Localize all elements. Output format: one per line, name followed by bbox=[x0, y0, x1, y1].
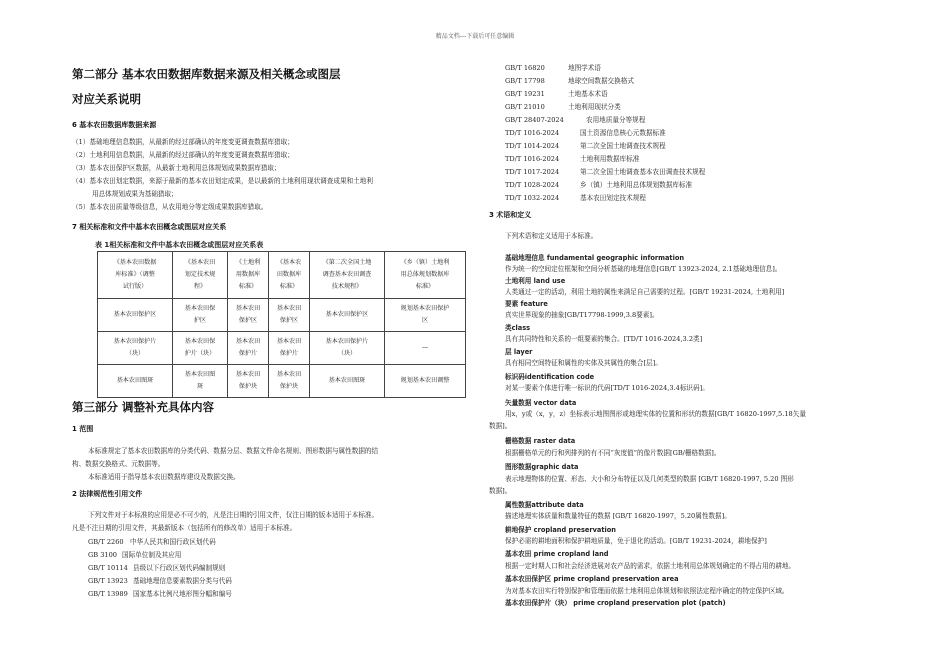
term-name: 类class bbox=[505, 324, 531, 332]
s6-item: （4）基本农田划定数据，来源于最新的基本农田划定成果，是以最新的土地利用现状调查成果和土地利 bbox=[72, 177, 373, 185]
term-definition: 表示地理物体的位置、形态、大小和分布特征以及几何类型的数据 [GB/T 16820-1997, 5.20 图形 bbox=[505, 475, 794, 483]
term-name: 图形数据graphic data bbox=[505, 463, 579, 471]
s6-item: （2）土地利用信息数据，从最新的经过部确认的年度变更调查数据库猎取； bbox=[72, 151, 294, 159]
ref-code: GB/T 16820 bbox=[505, 64, 545, 72]
table-cell: 基本农田 保护块 bbox=[269, 365, 310, 398]
ref-code: TD/T 1016-2024 bbox=[505, 155, 560, 163]
ref-title: 基础地理信息要素数据分类与代码 bbox=[133, 577, 232, 585]
section-6-heading: 6 基本农田数据库数据来源 bbox=[72, 121, 157, 129]
term-definition: 保护必需的耕地面积和保护耕地质量，免于退化的活动。[GB/T 19231-2024，耕地保护] bbox=[505, 537, 767, 545]
ref-title: 土地基本术语 bbox=[568, 90, 608, 98]
table-row bbox=[98, 332, 466, 365]
s6-item: （3）基本农田保护区数据，从最新土地利用总体规划成果数据库猎取； bbox=[72, 164, 281, 172]
table-cell: 规划基本农田调整 bbox=[385, 365, 466, 398]
term-name: 基本农田 prime cropland land bbox=[505, 550, 609, 558]
part2-title: 第二部分 基本农田数据库数据来源及相关概念或图层 bbox=[72, 67, 341, 81]
section-7-heading: 7 相关标准和文件中基本农田概念或图层对应关系 bbox=[72, 223, 227, 231]
ref-code: GB/T 28407-2024 bbox=[505, 116, 564, 124]
ref-title: 中华人民共和国行政区划代码 bbox=[130, 538, 216, 546]
table-cell: 基本农田图 斑 bbox=[173, 365, 228, 398]
ref-code: GB/T 21010 bbox=[505, 103, 545, 111]
ref-title: 土地利用数据库标准 bbox=[580, 155, 640, 163]
s1-line: 构、数据交换格式、元数据等。 bbox=[72, 460, 165, 468]
s6-item: （1）基础地理信息数据，从最新的经过部确认的年度变更调查数据库猎取； bbox=[72, 138, 294, 146]
term-name: 土地利用 land use bbox=[505, 277, 566, 285]
ref-code: GB/T 2260 bbox=[88, 538, 124, 546]
table-header-cell: 《基本农田 划定技术规 程》 bbox=[173, 252, 228, 299]
ref-code: TD/T 1017-2024 bbox=[505, 168, 560, 176]
ref-code: TD/T 1028-2024 bbox=[505, 181, 560, 189]
s1-line: 本标准适用于指导基本农田数据库建设及数据交换。 bbox=[88, 473, 240, 481]
ref-title: 国家基本比例尺地形图分幅和编号 bbox=[133, 590, 232, 598]
table-cell: 规划基本农田保护 区 bbox=[385, 299, 466, 332]
part3-title: 第三部分 调整补充具体内容 bbox=[72, 400, 215, 414]
term-definition: 描述地理实体质量和数量特征的数据 [GB/T 16820-1997，5.20属性数据]。 bbox=[505, 512, 731, 520]
s6-item: 用总体规划成果为基础猎取； bbox=[92, 190, 178, 198]
table-cell: 基本农田保 护片（块） bbox=[173, 332, 228, 365]
table-header-cell: 《土地利 用数据库 标准》 bbox=[228, 252, 269, 299]
section-1-heading: 1 范围 bbox=[72, 425, 94, 433]
term-definition: 为对基本农田实行特别保护和管理而依据土地利用总体规划和依照法定程序确定的特定保护区域。 bbox=[505, 587, 789, 595]
table-cell: — bbox=[385, 332, 466, 365]
term-definition: 具有共同特性和关系的一组要素的集合。[TD/T 1016-2024,3.2类] bbox=[505, 335, 703, 343]
term-definition: 对某一要素个体进行唯一标识的代码[TD/T 1016-2024,3.4标识码]。 bbox=[505, 384, 709, 392]
s2-line: 下列文件对于本标准的应用是必不可少的，凡是注日期的引用文件，仅注日期的版本适用于本标准。 bbox=[88, 511, 379, 519]
part2-title-cont: 对应关系说明 bbox=[72, 92, 141, 106]
ref-code: GB/T 13989 bbox=[88, 590, 128, 598]
s3-intro: 下列术语和定义适用于本标准。 bbox=[505, 232, 598, 240]
term-name: 耕地保护 cropland preservation bbox=[505, 526, 616, 534]
ref-title: 地球空间数据交换格式 bbox=[568, 77, 634, 85]
term-definition: 数据]。 bbox=[489, 487, 512, 495]
table-header-cell: 《基本农田数据 库标准》（调整 试行版） bbox=[98, 252, 173, 299]
table-row bbox=[98, 365, 466, 398]
table-cell: 基本农田 保护区 bbox=[228, 299, 269, 332]
table-cell: 基本农田 保护区 bbox=[269, 299, 310, 332]
term-name: 属性数据attribute data bbox=[505, 501, 584, 509]
term-name: 基本农田保护片（块） prime cropland preservation plot (patch) bbox=[505, 599, 726, 607]
ref-code: GB/T 17798 bbox=[505, 77, 545, 85]
ref-code: GB 3100 bbox=[88, 551, 117, 559]
term-definition: 具有相同空间特征和属性的实体及其属性的集合[层]。 bbox=[505, 359, 662, 367]
s2-line: 凡是不注日期的引用文件，其最新版本（包括所有的修改单）适用于本标准。 bbox=[72, 524, 297, 532]
table-header-row bbox=[98, 252, 466, 299]
table-cell: 基本农田 保护片 bbox=[228, 332, 269, 365]
ref-title: 国际单位制及其应用 bbox=[122, 551, 182, 559]
term-name: 要素 feature bbox=[505, 300, 548, 308]
term-name: 矢量数据 vector data bbox=[505, 399, 577, 407]
ref-title: 地图学术语 bbox=[568, 64, 601, 72]
ref-title: 土地利用现状分类 bbox=[568, 103, 621, 111]
table-header-cell: 《第二次全国土地 调查基本农田调查 技术规程》 bbox=[310, 252, 385, 299]
ref-title: 乡（镇）土地利用总体规划数据库标准 bbox=[580, 181, 693, 189]
term-definition: 根据一定时期人口和社会经济进展对农产品的需求，依据土地利用总体规划确定的不得占用的耕地。 bbox=[505, 562, 796, 570]
ref-code: TD/T 1016-2024 bbox=[505, 129, 560, 137]
term-definition: 真实世界现象的抽象[GB/T17798-1999,3.8要素]。 bbox=[505, 311, 659, 319]
table-cell: 基本农田保护片 （块） bbox=[310, 332, 385, 365]
ref-code: GB/T 13923 bbox=[88, 577, 128, 585]
ref-title: 第二次全国土地调查技术规程 bbox=[580, 142, 666, 150]
ref-code: GB/T 19231 bbox=[505, 90, 545, 98]
table-cell: 基本农田 保护片 bbox=[269, 332, 310, 365]
concept-mapping-table bbox=[97, 251, 466, 398]
table-row bbox=[98, 299, 466, 332]
table-cell: 基本农田 保护块 bbox=[228, 365, 269, 398]
ref-title: 基本农田划定技术规程 bbox=[580, 194, 646, 202]
ref-code: TD/T 1014-2024 bbox=[505, 142, 560, 150]
ref-title: 第二次全国土地调查基本农田调查技术规程 bbox=[580, 168, 706, 176]
term-definition: 作为统一的空间定位框架和空间分析基础的地理信息[GB/T 13923-2024, 2.1基础地理信息]。 bbox=[505, 265, 782, 273]
table-cell: 基本农田保护片 （块） bbox=[98, 332, 173, 365]
table-header-cell: 《基本农 田数据库 标准》 bbox=[269, 252, 310, 299]
term-name: 基础地理信息 fundamental geographic information bbox=[505, 254, 685, 262]
term-name: 栅格数据 raster data bbox=[505, 437, 576, 445]
s1-line: 本标准规定了基本农田数据库的分类代码、数据分层、数据文件命名规则、图形数据与属性数据的结 bbox=[88, 447, 379, 455]
section-3-heading: 3 术语和定义 bbox=[489, 211, 532, 219]
table-header-cell: 《乡（镇）土地利 用总体规划数据库 标准》 bbox=[385, 252, 466, 299]
s6-item: （5）基本农田质量等级信息，从农用地分等定级成果数据库猎取。 bbox=[72, 203, 268, 211]
table-cell: 基本农田保护区 bbox=[310, 299, 385, 332]
term-name: 基本农田保护区 prime cropland preservation area bbox=[505, 575, 679, 583]
term-name: 标识码identification code bbox=[505, 373, 595, 381]
term-definition: 人类通过一定的活动，利用土地的属性来满足自己需要的过程。[GB/T 19231-2024, 土地利用] bbox=[505, 288, 785, 296]
table-cell: 基本农田保护区 bbox=[98, 299, 173, 332]
table-cell: 基本农田图斑 bbox=[98, 365, 173, 398]
term-definition: 数据]。 bbox=[489, 422, 512, 430]
table-cell: 基本农田保 护区 bbox=[173, 299, 228, 332]
ref-code: GB/T 10114 bbox=[88, 564, 128, 572]
term-definition: 根据栅格单元的行和列排列的有不同“灰度值”的像片数据[GB/栅格数据]。 bbox=[505, 449, 721, 457]
term-name: 层 layer bbox=[505, 348, 533, 356]
ref-title: 县级以下行政区划代码编制规则 bbox=[133, 564, 226, 572]
table-caption: 表 1相关标准和文件中基本农田概念或图层对应关系表 bbox=[95, 241, 264, 249]
section-2-heading: 2 法律规范性引用文件 bbox=[72, 490, 143, 498]
term-definition: 用x，y或（x，y，z）坐标表示地图图形或地理实体的位置和形状的数据[GB/T 16820-1997,5.18矢量 bbox=[505, 410, 806, 418]
page-header: 精品文档---下载后可任意编辑 bbox=[435, 33, 515, 40]
table-cell: 基本农田图斑 bbox=[310, 365, 385, 398]
ref-title: 国土资源信息核心元数据标准 bbox=[580, 129, 666, 137]
ref-title: 农用地质量分等规程 bbox=[586, 116, 646, 124]
ref-code: TD/T 1032-2024 bbox=[505, 194, 560, 202]
